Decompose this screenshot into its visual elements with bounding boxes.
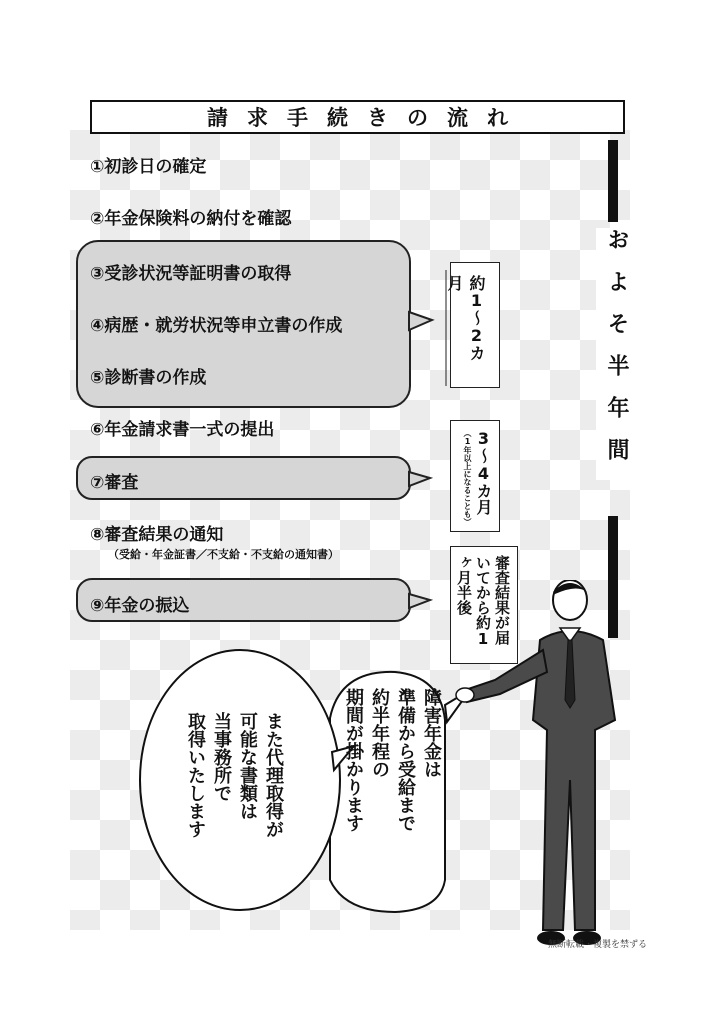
duration-3-text: 審査結果が届いてから約1ヶ月半後 [455, 555, 511, 648]
step-1: ①初診日の確定 [90, 157, 207, 177]
speech-left-line-3: 当事務所で [211, 712, 232, 802]
speech-left-text [182, 712, 286, 912]
speech-right-line-2: 準備から受給まで [395, 688, 416, 832]
step-7: ⑦審査 [90, 473, 139, 493]
duration-1-text: 約1〜2カ月 [445, 275, 486, 361]
duration-2-main: 3〜4カ月 [474, 429, 493, 515]
presenter-illustration [455, 580, 648, 965]
step-4: ④病歴・就労状況等申立書の作成 [90, 316, 343, 336]
step-9: ⑨年金の振込 [90, 596, 190, 616]
step-3: ③受診状況等証明書の取得 [90, 264, 292, 284]
speech-left-line-4: 取得いたします [185, 712, 206, 838]
duration-2-note: （1年以上になることも） [463, 429, 472, 526]
step-6: ⑥年金請求書一式の提出 [90, 420, 275, 440]
speech-right-line-4: 期間が掛かります [343, 688, 364, 832]
step-2: ②年金保険料の納付を確認 [90, 209, 292, 229]
step-8: ⑧審査結果の通知 [90, 525, 224, 545]
footer-copyright: 無断転載・複製を禁ずる [548, 940, 648, 950]
sidebar-text: およそ半年間 [596, 228, 632, 480]
step-8-subnote: （受給・年金証書／不支給・不支給の通知書） [108, 548, 339, 561]
speech-left-line-2: 可能な書類は [237, 712, 258, 820]
speech-right-line-3: 約半年程の [369, 688, 390, 778]
speech-left-line-1: また代理取得が [263, 712, 284, 838]
page-title: 請求手続きの流れ [207, 106, 527, 130]
speech-right-line-1: 障害年金は [421, 688, 442, 778]
step-5: ⑤診断書の作成 [90, 368, 207, 388]
speech-right-text [340, 688, 444, 898]
